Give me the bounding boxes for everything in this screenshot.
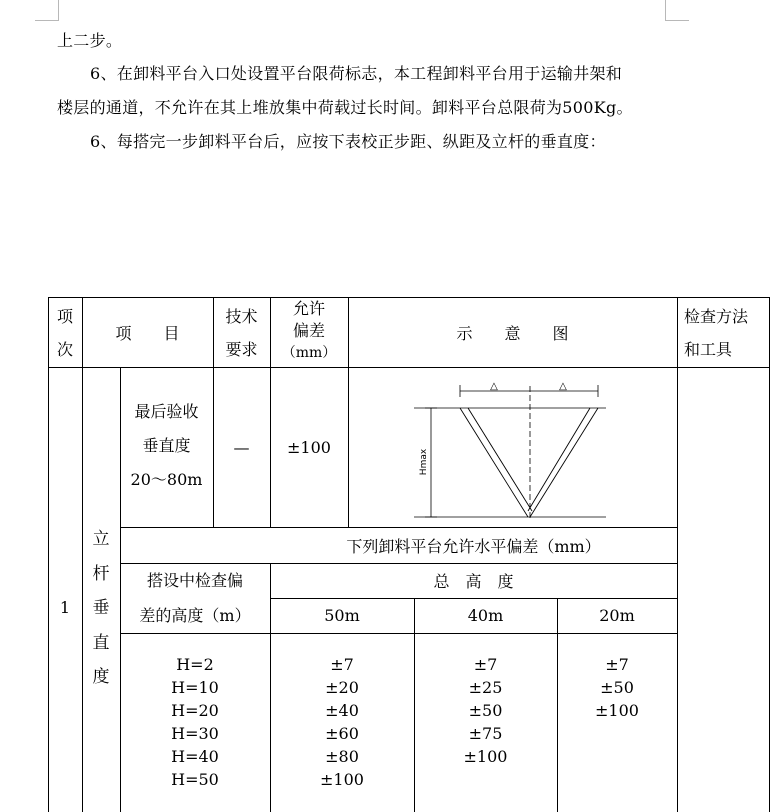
paragraph-1: 上二步。: [57, 31, 123, 50]
tech-requirement-value: —: [233, 437, 250, 457]
crop-mark-left-v: [58, 0, 59, 20]
header-tech: 技术 要求: [225, 307, 258, 359]
table-line-h6: [120, 633, 677, 634]
paragraph-2: 6、在卸料平台入口处设置平台限荷标志，本工程卸料平台用于运输井架和: [90, 64, 623, 83]
values-40m-list: ±7 ±25 ±50 ±75 ±100: [463, 655, 508, 766]
header-seq: 项 次: [56, 307, 73, 359]
delta-right-label: △: [559, 381, 567, 392]
verticality-diagram: [348, 368, 677, 526]
header-item: 项 目: [115, 323, 180, 343]
header-diagram: 示 意 图: [456, 323, 569, 343]
tolerance-value: ±100: [287, 437, 331, 457]
delta-left-label: △: [490, 381, 498, 392]
setup-label: 搭设中检查偏 差的高度（m）: [139, 571, 251, 625]
category-label: 立 杆 垂 直 度: [92, 529, 110, 687]
table-border-left: [48, 297, 49, 812]
sub-title: 下列卸料平台允许水平偏差（mm）: [346, 536, 601, 556]
table-line-v8: [677, 297, 678, 812]
height-column-20m: 20m: [599, 606, 635, 625]
header-tolerance: 允许 偏差 （mm）: [281, 299, 337, 361]
paragraph-3: 楼层的通道，不允许在其上堆放集中荷载过长时间。卸料平台总限荷为500Kg。: [57, 98, 633, 117]
values-50m-list: ±7 ±20 ±40 ±60 ±80 ±100: [320, 655, 364, 789]
crop-mark-right-v: [665, 0, 666, 20]
values-20m-list: ±7 ±50 ±100: [595, 655, 639, 720]
h-values-list: H=2 H=10 H=20 H=30 H=40 H=50: [171, 655, 219, 789]
final-check-label: 最后验收 垂直度 20～80m: [130, 402, 203, 489]
height-column-40m: 40m: [467, 606, 504, 625]
table-border-right: [769, 297, 770, 812]
row-number: 1: [59, 597, 71, 617]
header-method: 检查方法 和工具: [684, 307, 749, 359]
total-height-label: 总 高 度: [433, 572, 514, 591]
paragraph-4: 6、每搭完一步卸料平台后，应按下表校正步距、纵距及立杆的垂直度：: [90, 132, 606, 151]
crop-mark-right-h: [665, 20, 689, 21]
crop-mark-left-h: [35, 20, 59, 21]
hmax-label: Hmax: [419, 448, 429, 476]
height-column-50m: 50m: [324, 606, 360, 625]
